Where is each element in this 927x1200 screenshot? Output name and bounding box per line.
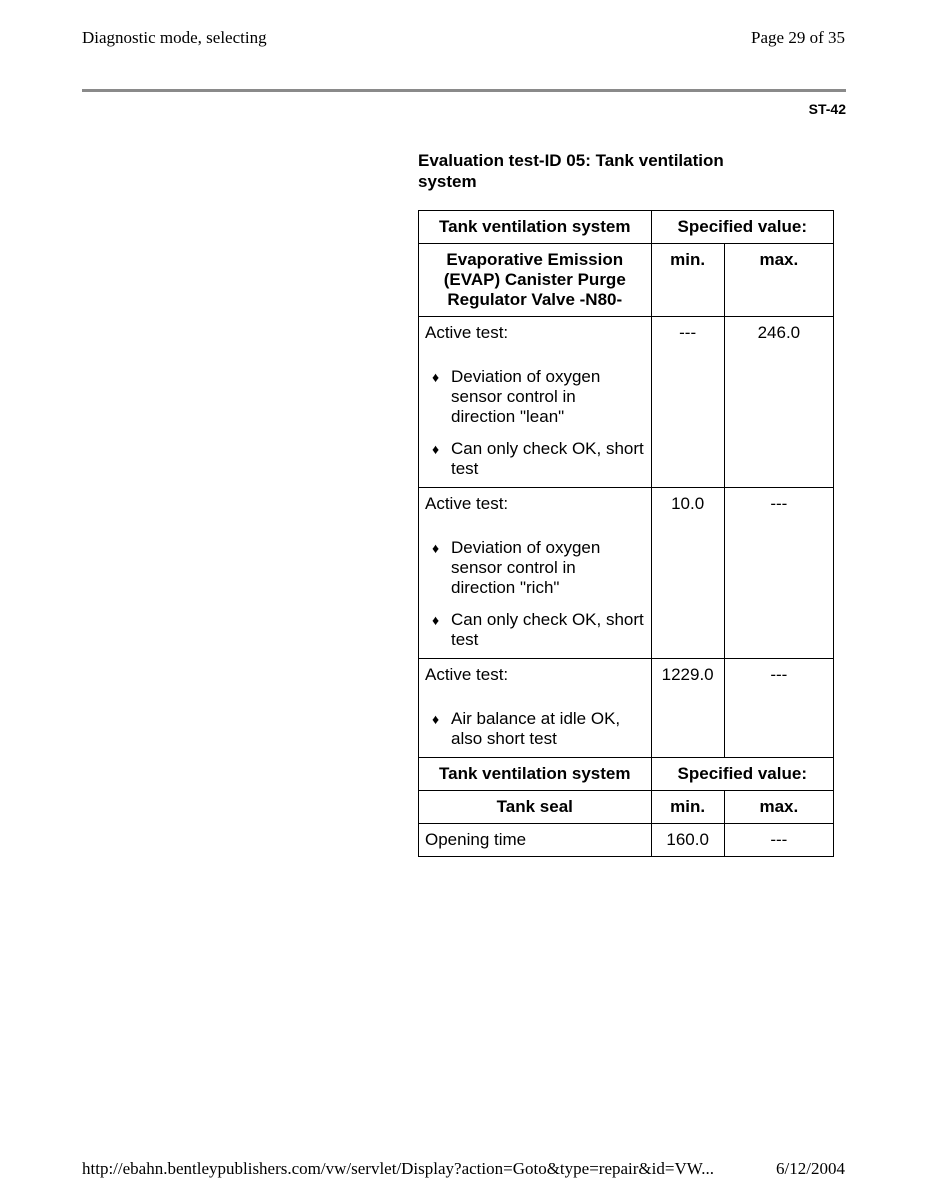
table-header-row [419, 758, 834, 791]
min-header: min. [651, 244, 724, 317]
test-label: Active test: [425, 494, 509, 513]
list-item: ♦ Deviation of oxygen sensor control in direction "lean" [432, 367, 601, 426]
test-label: Active test: [425, 665, 509, 684]
list-item: ♦ Deviation of oxygen sensor control in direction "rich" [432, 538, 601, 597]
max-value: --- [724, 488, 833, 659]
min-value: --- [651, 317, 724, 488]
footer-date: 6/12/2004 [776, 1159, 845, 1178]
test-cell [419, 317, 652, 488]
diamond-bullet-icon: ♦ [432, 441, 440, 457]
diamond-bullet-icon: ♦ [432, 711, 440, 727]
system-header: Tank ventilation system [419, 758, 652, 791]
document-title: Diagnostic mode, selecting [82, 28, 267, 47]
max-header: max. [724, 791, 833, 824]
min-value: 10.0 [651, 488, 724, 659]
table-row [419, 317, 834, 488]
specified-value-header: Specified value: [651, 758, 833, 791]
list-item: ♦ Can only check OK, short test [432, 439, 644, 478]
diamond-bullet-icon: ♦ [432, 540, 440, 556]
test-cell [419, 659, 652, 758]
list-item: ♦ Can only check OK, short test [432, 610, 644, 649]
max-value: --- [724, 824, 833, 857]
component-row [419, 244, 834, 317]
max-value: 246.0 [724, 317, 833, 488]
component-name: Evaporative Emission (EVAP) Canister Purge Regulator Valve -N80- [419, 244, 652, 317]
min-value: 1229.0 [651, 659, 724, 758]
diamond-bullet-icon: ♦ [432, 369, 440, 385]
table-row [419, 488, 834, 659]
system-header: Tank ventilation system [419, 211, 652, 244]
footer-url: http://ebahn.bentleypublishers.com/vw/servlet/Display?action=Goto&type=repair&id=VW... [82, 1159, 714, 1178]
max-value: --- [724, 659, 833, 758]
max-header: max. [724, 244, 833, 317]
specification-table [418, 210, 834, 857]
section-title: Evaluation test-ID 05: Tank ventilation system [418, 151, 724, 191]
component-row [419, 791, 834, 824]
table-header-row [419, 211, 834, 244]
test-cell [419, 488, 652, 659]
min-header: min. [651, 791, 724, 824]
section-code: ST-42 [808, 101, 846, 117]
component-name: Tank seal [419, 791, 652, 824]
test-label: Active test: [425, 323, 509, 342]
diamond-bullet-icon: ♦ [432, 612, 440, 628]
min-value: 160.0 [651, 824, 724, 857]
table-row [419, 824, 834, 857]
header-divider [82, 89, 846, 92]
page-number: Page 29 of 35 [751, 28, 845, 47]
table-row [419, 659, 834, 758]
specified-value-header: Specified value: [651, 211, 833, 244]
test-label: Opening time [419, 824, 652, 857]
list-item: ♦ Air balance at idle OK, also short test [432, 709, 621, 748]
